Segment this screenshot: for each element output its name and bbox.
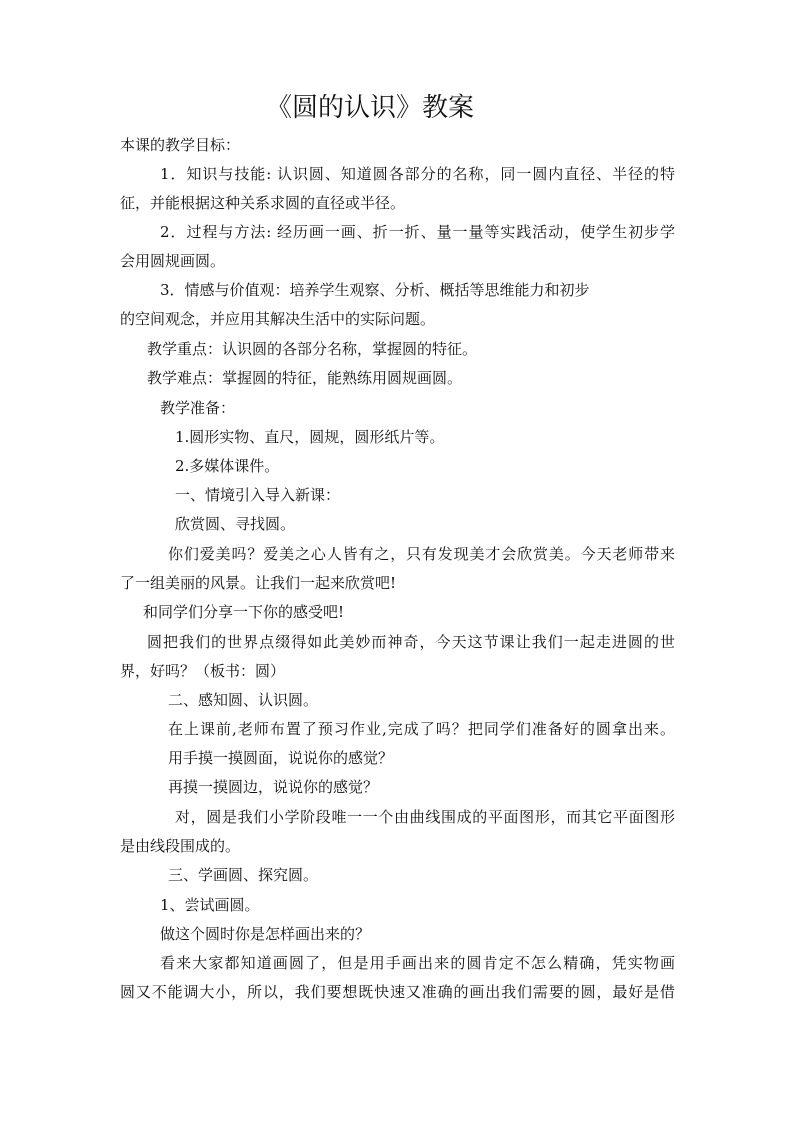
preparation-heading: 教学准备： [160,399,236,417]
paragraph-line: 1、尝试画圆。 [160,896,260,914]
paragraph-line: 和同学们分享一下你的感受吧! [143,603,345,621]
paragraph-line: 是由线段围成的。 [120,837,241,855]
paragraph-line: 对，圆是我们小学阶段唯一一个由曲线围成的平面图形，而其它平面图形 [175,808,675,826]
objectives-heading: 本课的教学目标： [120,136,241,154]
paragraph-line: 你们爱美吗？爱美之心人皆有之，只有发现美才会欣赏美。今天老师带来 [168,545,675,563]
document-title: 《圆的认识》教案 [265,93,474,123]
paragraph-line: 会用圆规画圆。 [120,252,226,270]
paragraph-line: 圆又不能调大小，所以，我们要想既快速又准确的画出我们需要的圆，最好是借 [120,983,675,1001]
section-heading: 一、情境引入导入新课： [175,486,341,504]
section-heading: 三、学画圆、探究圆。 [168,866,319,884]
paragraph-line: 用手摸一摸圆面，说说你的感觉？ [168,749,394,767]
paragraph-line: 1．知识与技能: 认识圆、知道圆各部分的名称，同一圆内直径、半径的特 [160,165,675,183]
section-heading: 二、感知圆、认识圆。 [168,691,319,709]
paragraph-line: 征，并能根据这种关系求圆的直径或半径。 [120,194,406,212]
paragraph-line: 在上课前,老师布置了预习作业,完成了吗？把同学们准备好的圆拿出来。 [168,720,675,738]
paragraph-line: 的空间观念，并应用其解决生活中的实际问题。 [120,310,436,328]
paragraph-line: 界，好吗？（板书：圆） [120,662,286,680]
key-point-line: 教学重点：认识圆的各部分名称，掌握圆的特征。 [147,340,478,358]
paragraph-line: 做这个圆时你是怎样画出来的？ [160,925,371,943]
paragraph-line: 了一组美丽的风景。让我们一起来欣赏吧! [120,574,397,592]
difficulty-line: 教学难点：掌握圆的特征，能熟练用圆规画圆。 [147,369,463,387]
paragraph-line: 再摸一摸圆边，说说你的感觉？ [168,778,379,796]
paragraph-line: 欣赏圆、寻找圆。 [175,515,296,533]
paragraph-line: 2．过程与方法: 经历画一画、折一折、量一量等实践活动，使学生初步学 [160,223,675,241]
preparation-item: 2.多媒体课件。 [175,457,280,475]
paragraph-line: 圆把我们的世界点缀得如此美妙而神奇，今天这节课让我们一起走进圆的世 [147,633,675,651]
paragraph-line: 看来大家都知道画圆了，但是用手画出来的圆肯定不怎么精确，凭实物画 [160,954,675,972]
paragraph-line: 3．情感与价值观：培养学生观察、分析、概括等思维能力和初步 [160,281,590,299]
preparation-item: 1.圆形实物、直尺，圆规，圆形纸片等。 [175,428,445,446]
